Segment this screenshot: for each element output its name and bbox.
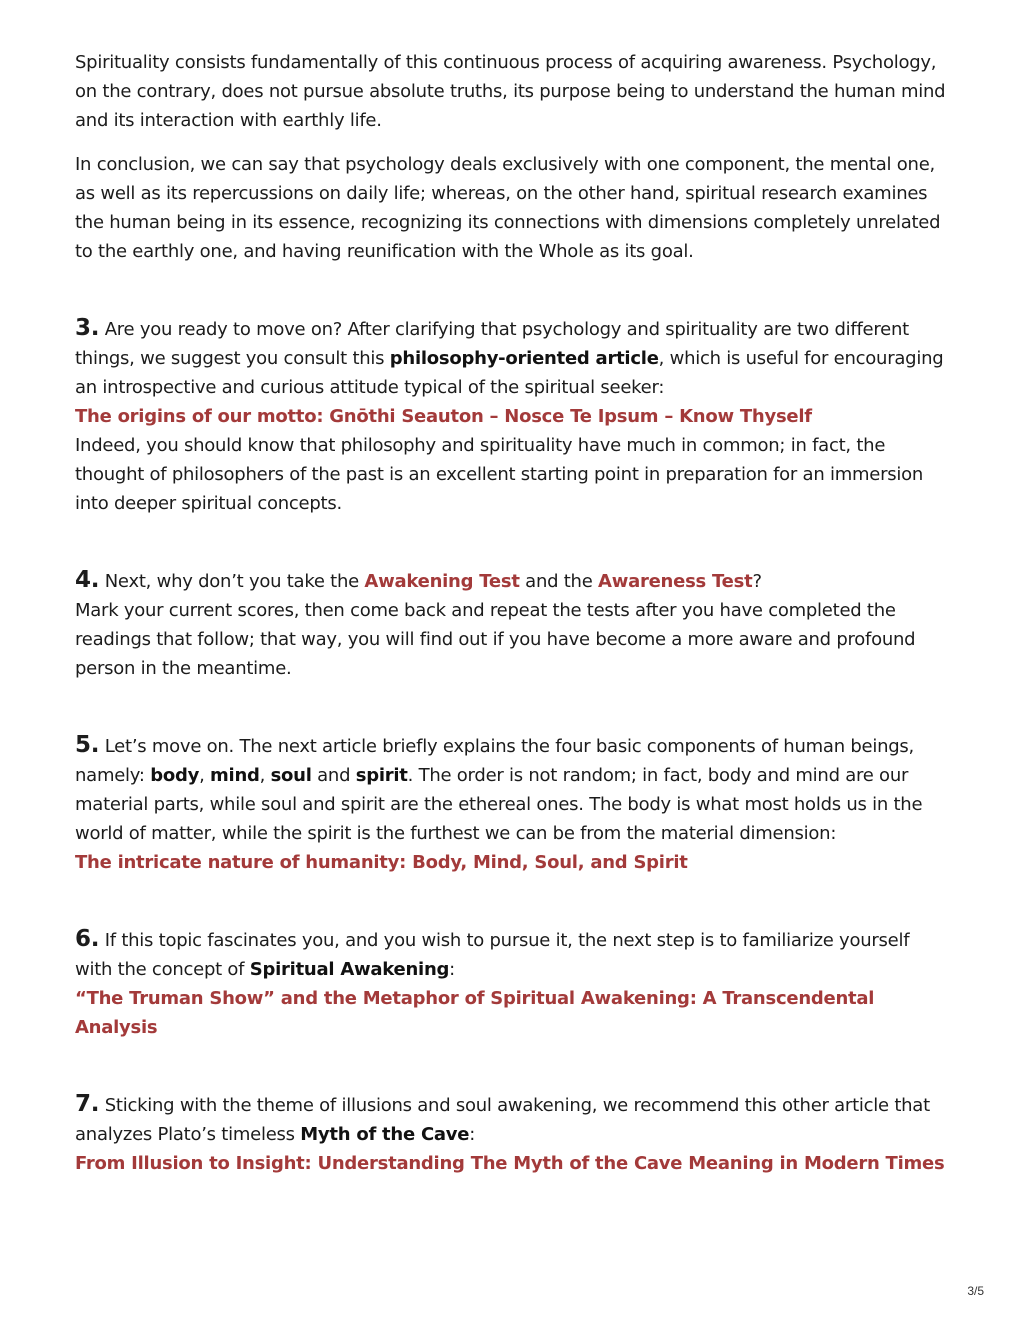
step-text: : [449, 959, 455, 980]
step-text: : [469, 1124, 476, 1145]
article-link-body-mind-soul-spirit[interactable]: The intricate nature of humanity: Body, Mind, Soul, and Spirit [75, 852, 688, 873]
step-text: If this topic fascinates you, and you wish to pursue it, the next step is to familiarize yourself with the concept of [75, 930, 910, 980]
step-text: Mark your current scores, then come back and repeat the tests after you have completed the readings that follow; that way, you will find out if you have become a more aware and profound person in the meantime. [75, 600, 916, 679]
bold-mind: mind [210, 765, 260, 786]
step-text: , which is useful for encouraging an introspective and curious attitude typical of the spiritual seeker: [75, 348, 944, 398]
article-link-truman-show[interactable]: “The Truman Show” and the Metaphor of Spiritual Awakening: A Transcendental Analysis [75, 988, 875, 1038]
intro-paragraph-2: In conclusion, we can say that psychology deals exclusively with one component, the mental one, as well as its repercussions on daily life; whereas, on the other hand, spiritual research examines the human being in its essence, recognizing its connections with dimensions completely unrelated to the earthly one, and having reunification with the Whole as its goal. [75, 154, 941, 262]
bold-phrase: Spiritual Awakening [249, 959, 450, 980]
step-number: 7. [75, 1091, 100, 1117]
step-text: and the [519, 571, 599, 592]
bold-phrase: philosophy-oriented article [389, 348, 659, 369]
intro-paragraph-1: Spirituality consists fundamentally of this continuous process of acquiring awareness. Psychology, on the contrary, does not pursue absolute truths, its purpose being to understand the human mind and its interaction with earthly life. [75, 52, 946, 131]
step-6 [75, 925, 950, 1042]
separator: , [199, 765, 211, 786]
article-body [75, 48, 950, 1178]
awakening-test-link[interactable]: Awakening Test [364, 571, 520, 592]
step-number: 4. [75, 567, 100, 593]
article-link-know-thyself[interactable]: The origins of our motto: Gnōthi Seauton – Nosce Te Ipsum – Know Thyself [75, 406, 812, 427]
bold-spirit: spirit [355, 765, 408, 786]
bold-phrase: Myth of the Cave [300, 1124, 470, 1145]
separator: , [259, 765, 271, 786]
step-text: Let’s move on. The next article briefly explains the four basic components of human beings, namely: [75, 736, 915, 786]
step-text: . The order is not random; in fact, body and mind are our material parts, while soul and spirit are the ethereal ones. The body is what most holds us in the world of matter, while the spirit is the furthest we can be from the material dimension: [75, 765, 923, 844]
page-number: 3/5 [967, 1284, 984, 1298]
step-text: ? [752, 571, 762, 592]
step-number: 5. [75, 732, 100, 758]
article-link-myth-of-the-cave[interactable]: From Illusion to Insight: Understanding The Myth of the Cave Meaning in Modern Times [75, 1153, 945, 1174]
step-text: Are you ready to move on? After clarifying that psychology and spirituality are two different things, we suggest you consult this [75, 319, 909, 369]
separator: and [311, 765, 356, 786]
step-number: 3. [75, 315, 100, 341]
step-3 [75, 314, 950, 518]
step-text: Indeed, you should know that philosophy and spirituality have much in common; in fact, the thought of philosophers of the past is an excellent starting point in preparation for an immersion into deeper spiritual concepts. [75, 435, 924, 514]
step-text: Sticking with the theme of illusions and soul awakening, we recommend this other article that analyzes Plato’s timeless [75, 1095, 930, 1145]
step-5 [75, 731, 950, 877]
step-4 [75, 566, 950, 683]
step-number: 6. [75, 926, 100, 952]
awareness-test-link[interactable]: Awareness Test [598, 571, 753, 592]
bold-soul: soul [270, 765, 312, 786]
step-7 [75, 1090, 950, 1178]
step-text: Next, why don’t you take the [99, 571, 365, 592]
bold-body: body [150, 765, 200, 786]
